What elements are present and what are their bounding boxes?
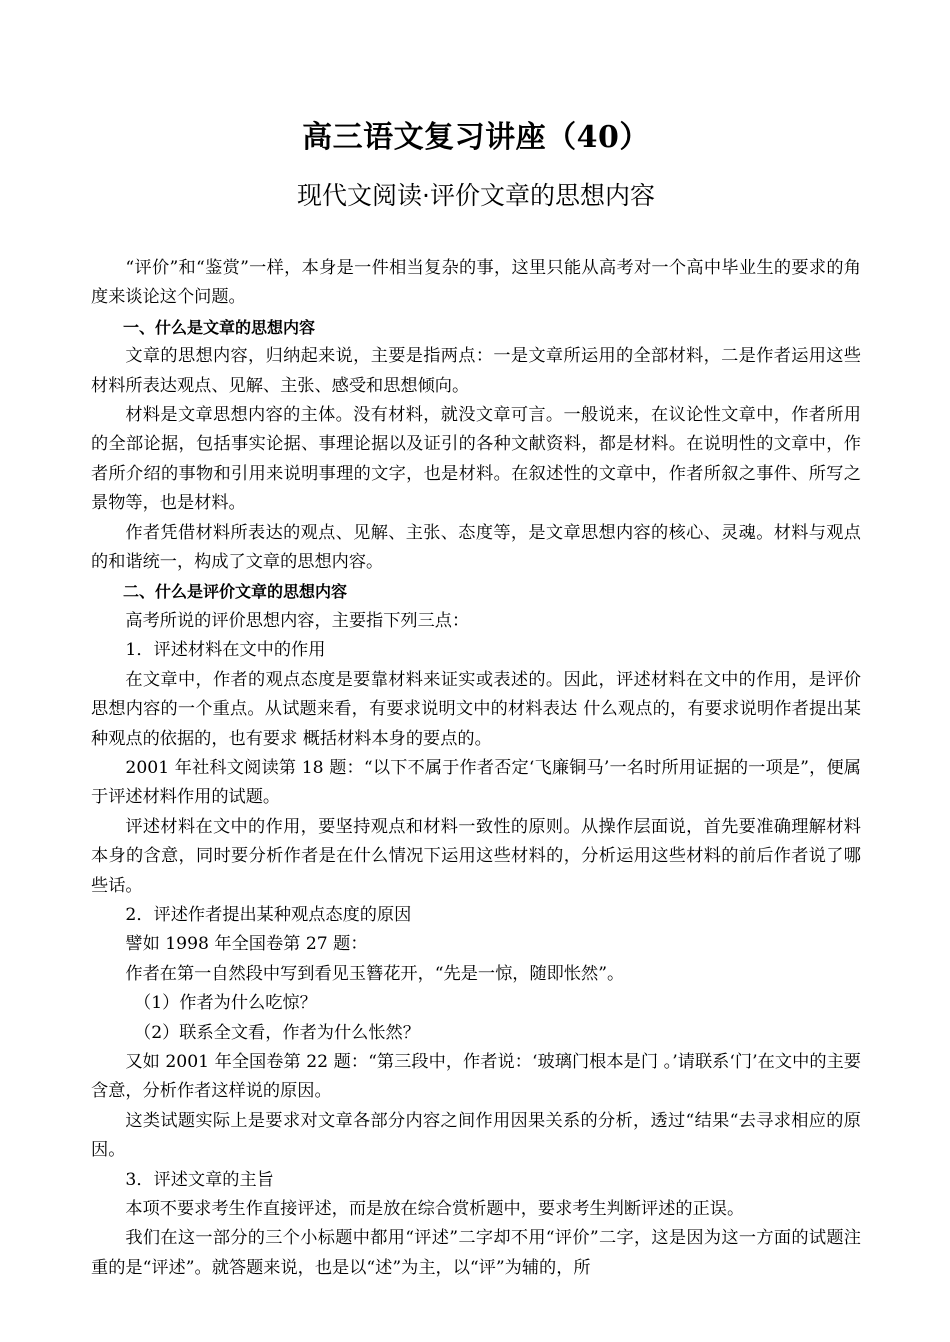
- document-body: [91, 254, 861, 1283]
- paragraph: 譬如 1998 年全国卷第 27 题：: [125, 934, 368, 955]
- paragraph: 本项不要求考生作直接评述，而是放在综合赏析题中，要求考生判断评述的正误。: [125, 1199, 745, 1219]
- sub-question: （1）作者为什么吃惊？: [134, 993, 317, 1014]
- paragraph: 在文章中，作者的观点态度是要靠材料来证实或表述的。因此，评述材料在文中的作用，是评价思想内容的一个重点。从试题来看，有要求说明文中的材料表达 什么观点的，有要求说明作者提出某种观点的依据的，也有要求 概括材料本身的要点的。: [91, 669, 861, 749]
- paragraph: 这类试题实际上是要求对文章各部分内容之间作用因果关系的分析，透过“结果“去寻求相应的原因。: [91, 1110, 861, 1161]
- numbered-subheading: 1．评述材料在文中的作用: [125, 640, 326, 661]
- numbered-subheading: 2．评述作者提出某种观点态度的原因: [125, 904, 412, 925]
- paragraph: 高考所说的评价思想内容，主要指下列三点：: [125, 610, 470, 631]
- paragraph: 材料是文章思想内容的主体。没有材料，就没文章可言。一般说来，在议论性文章中，作者所用的全部论据，包括事实论据、事理论据以及证引的各种文献资料，都是材料。在说明性的文章中，作者所介绍的事物和引用来说明事理的文字，也是材料。在叙述性的文章中，作者所叙之事件、所写之景物等，也是材料。: [91, 405, 861, 514]
- document-subtitle: 现代文阅读·评价文章的思想内容: [297, 181, 655, 210]
- section-heading: 一、什么是文章的思想内容: [123, 317, 316, 337]
- paragraph: 又如 2001 年全国卷第 22 题：“第三段中，作者说：‘玻璃门根本是门 。’请联系‘门’在文中的主要含意，分析作者这样说的原因。: [91, 1051, 861, 1102]
- numbered-subheading: 3．评述文章的主旨: [125, 1169, 274, 1190]
- document-title: 高三语文复习讲座（40）: [302, 120, 650, 155]
- paragraph: 我们在这一部分的三个小标题中都用“评述”二字却不用“评价”二字，这是因为这一方面的试题注重的是“评述”。就答题来说，也是以“述”为主，以“评”为辅的，所: [91, 1228, 861, 1278]
- paragraph: “评价”和“鉴赏”一样，本身是一件相当复杂的事，这里只能从高考对一个高中毕业生的要求的角度来谈论这个问题。: [91, 258, 861, 308]
- paragraph: 评述材料在文中的作用，要坚持观点和材料一致性的原则。从操作层面说，首先要准确理解材料本身的含意，同时要分析作者是在什么情况下运用这些材料的，分析运用这些材料的前后作者说了哪些话。: [91, 816, 861, 896]
- section-heading: 二、什么是评价文章的思想内容: [123, 582, 348, 602]
- paragraph: 文章的思想内容，归纳起来说，主要是指两点：一是文章所运用的全部材料，二是作者运用这些材料所表达观点、见解、主张、感受和思想倾向。: [91, 346, 861, 396]
- paragraph: 作者在第一自然段中写到看见玉簪花开，“先是一惊，随即怅然”。: [125, 963, 625, 984]
- paragraph: 2001 年社科文阅读第 18 题：“以下不属于作者否定‘飞廉铜马’一名时所用证据的一项是”，便属于评述材料作用的试题。: [91, 757, 861, 808]
- sub-question: （2）联系全文看，作者为什么怅然？: [134, 1022, 420, 1043]
- paragraph: 作者凭借材料所表达的观点、见解、主张、态度等，是文章思想内容的核心、灵魂。材料与观点的和谐统一，构成了文章的思想内容。: [91, 522, 861, 573]
